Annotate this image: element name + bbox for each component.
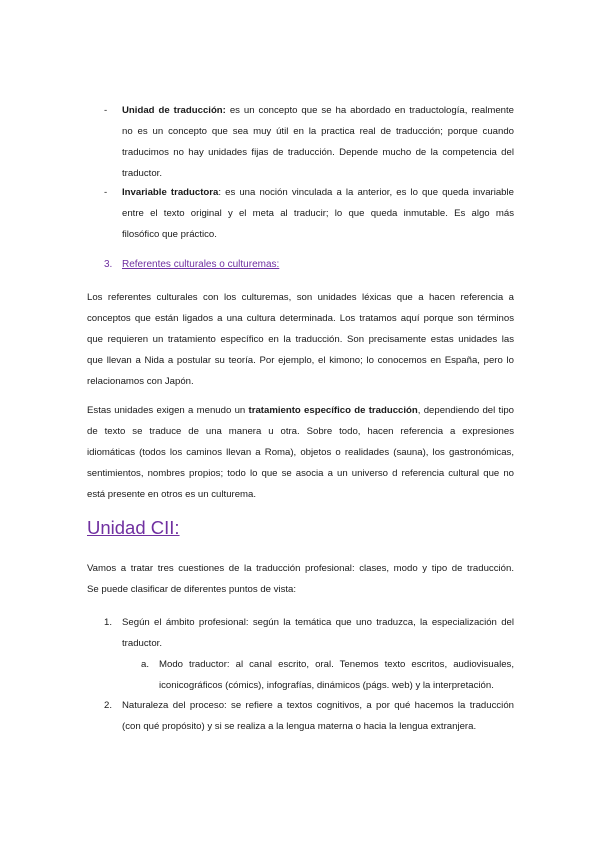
bullet-line: traductor. — [122, 168, 162, 179]
list-item-line: (con qué propósito) y si se realiza a la lengua materna o hacia la lengua extranjera. — [122, 721, 477, 732]
paragraph-line: Los referentes culturales con los culturemas, son unidades léxicas que a hacen referencia a — [87, 292, 514, 303]
bullet-marker: - — [104, 105, 108, 116]
paragraph-line: Vamos a tratar tres cuestiones de la traducción profesional: clases, modo y tipo de traducción. — [87, 563, 514, 574]
bullet-line: entre el texto original y el meta al traducir; lo que queda inmutable. Es algo más — [122, 208, 514, 219]
paragraph-line: idiomáticas (todos los caminos llevan a Roma), objetos o realidades (sauna), los gastronómicas, — [87, 447, 514, 458]
bullet-marker: - — [104, 187, 108, 198]
bullet-line: traducimos no hay unidades fijas de traducción. Depende mucho de la competencia del — [122, 147, 514, 158]
bullet-line: filosófico que práctico. — [122, 229, 217, 240]
unit-heading: Unidad CII: — [87, 517, 180, 538]
paragraph-line: que llevan a Nida a postular su teoría. Por ejemplo, el kimono; lo conocemos en España, pero lo — [87, 355, 514, 366]
sublist-letter: a. — [141, 659, 150, 670]
bullet-line — [122, 187, 514, 199]
list-item-line: Según el ámbito profesional: según la temática que uno traduzca, la especialización del — [122, 617, 514, 628]
list-item-line: Naturaleza del proceso: se refiere a textos cognitivos, a por qué hacemos la traducción — [122, 700, 514, 711]
paragraph-line: Se puede clasificar de diferentes puntos de vista: — [87, 584, 297, 595]
section-title-link[interactable]: Referentes culturales o culturemas: — [122, 259, 280, 270]
list-number: 1. — [104, 617, 113, 628]
paragraph-line: relacionamos con Japón. — [87, 376, 194, 387]
paragraph-line: conceptos que están ligados a una cultura determinada. Los tratamos aquí porque son términos — [87, 313, 514, 324]
paragraph-line: de texto se traduce de una manera u otra. Sobre todo, hacen referencia a expresiones — [87, 426, 514, 437]
paragraph-line — [87, 405, 514, 417]
bullet-term: Unidad de traducción: — [122, 105, 226, 116]
bullet-text: : es una noción vinculada a la anterior, es lo que queda invariable — [218, 187, 514, 198]
paragraph-line: que requieren un tratamiento específico en la traducción. Son precisamente estas unidades las — [87, 334, 514, 345]
section-number: 3. — [104, 259, 113, 270]
sublist-item-line: Modo traductor: al canal escrito, oral. Tenemos texto escritos, audiovisuales, — [159, 659, 514, 670]
sublist-item-line: iconicográficos (cómics), infografías, dinámicos (págs. web) y la interpretación. — [159, 680, 494, 691]
text-span: , dependiendo del tipo — [417, 405, 515, 416]
bullet-term: Invariable traductora — [122, 187, 219, 198]
paragraph-line: sentimientos, nombres propios; todo lo que se asocia a un universo d referencia cultural que no — [87, 468, 514, 479]
bullet-line: no es un concepto que sea muy útil en la practica real de traducción; porque cuando — [122, 126, 514, 137]
bullet-line — [122, 105, 514, 117]
text-span: Estas unidades exigen a menudo un — [87, 405, 249, 416]
bullet-text: es un concepto que se ha abordado en traductología, realmente — [225, 105, 514, 116]
bold-span: tratamiento específico de traducción — [248, 405, 418, 416]
paragraph-line: está presente en otros es un culturema. — [87, 489, 257, 500]
list-item-line: traductor. — [122, 638, 162, 649]
list-number: 2. — [104, 700, 113, 711]
